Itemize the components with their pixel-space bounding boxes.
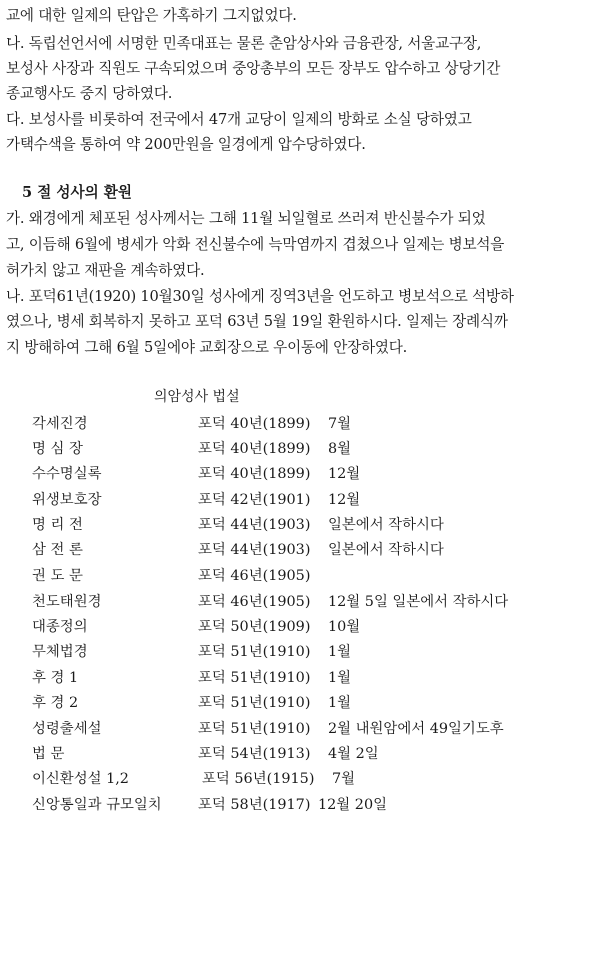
work-date: 포덕 58년(1917) (198, 797, 311, 813)
works-row (0, 666, 614, 688)
work-date: 포덕 44년(1903) (198, 542, 311, 558)
work-note: 1월 (328, 644, 352, 660)
work-note: 일본에서 작하시다 (328, 542, 444, 558)
works-row (0, 691, 614, 713)
work-date: 포덕 51년(1910) (198, 644, 311, 660)
work-note: 7월 (328, 416, 352, 432)
work-title: 명 심 장 (32, 441, 83, 457)
work-title: 성령출세설 (32, 721, 102, 737)
work-note: 12월 (328, 466, 361, 482)
works-row (0, 564, 614, 586)
work-title: 이신환성설 1,2 (32, 771, 129, 787)
paragraph-line: 교에 대한 일제의 탄압은 가혹하기 그지없었다. (6, 7, 297, 24)
work-title: 신앙통일과 규모일치 (32, 797, 162, 813)
paragraph-line: 다. 보성사를 비롯하여 전국에서 47개 교당이 일제의 방화로 소실 당하였고 (6, 111, 472, 128)
works-row (0, 793, 614, 815)
work-title: 수수명실록 (32, 466, 102, 482)
section-line: 고, 이듬해 6월에 병세가 악화 전신불수에 늑막염까지 겹쳤으나 일제는 병보석을 (6, 236, 505, 253)
works-row (0, 640, 614, 662)
works-row (0, 538, 614, 560)
works-row (0, 412, 614, 434)
work-date: 포덕 40년(1899) (198, 416, 311, 432)
works-caption: 의암성사 법설 (154, 389, 240, 405)
works-row (0, 717, 614, 739)
works-row (0, 513, 614, 535)
work-note: 12월 (328, 492, 361, 508)
works-row (0, 767, 614, 789)
work-note: 10월 (328, 619, 361, 635)
work-note: 일본에서 작하시다 (328, 517, 444, 533)
work-title: 각세진경 (32, 416, 88, 432)
section-line: 허가치 않고 재판을 계속하였다. (6, 262, 205, 279)
work-date: 포덕 44년(1903) (198, 517, 311, 533)
paragraph-line: 가택수색을 통하여 약 200만원을 일경에게 압수당하였다. (6, 136, 366, 153)
work-title: 대종정의 (32, 619, 88, 635)
work-date: 포덕 54년(1913) (198, 746, 311, 762)
work-date: 포덕 51년(1910) (198, 721, 311, 737)
section-line: 였으나, 병세 회복하지 못하고 포덕 63년 5월 19일 환원하시다. 일제는 장례식까 (6, 313, 508, 330)
work-note: 12월 5일 일본에서 작하시다 (328, 594, 509, 610)
work-date: 포덕 50년(1909) (198, 619, 311, 635)
work-date: 포덕 46년(1905) (198, 568, 311, 584)
works-row (0, 488, 614, 510)
works-row (0, 742, 614, 764)
work-title: 위생보호장 (32, 492, 102, 508)
section-line: 지 방해하여 그해 6월 5일에야 교회장으로 우이동에 안장하였다. (6, 339, 408, 356)
work-date: 포덕 42년(1901) (198, 492, 311, 508)
work-note: 1월 (328, 695, 352, 711)
work-note: 8월 (328, 441, 352, 457)
work-title: 삼 전 론 (32, 542, 83, 558)
work-note: 4월 2일 (328, 746, 379, 762)
works-row (0, 437, 614, 459)
work-title: 후 경 2 (32, 695, 79, 711)
work-date: 포덕 51년(1910) (198, 670, 311, 686)
work-note: 1월 (328, 670, 352, 686)
section-heading: 5 절 성사의 환원 (22, 184, 132, 201)
works-row (0, 615, 614, 637)
work-date: 포덕 40년(1899) (198, 441, 311, 457)
work-title: 후 경 1 (32, 670, 79, 686)
work-title: 천도태원경 (32, 594, 102, 610)
work-note: 7월 (332, 771, 356, 787)
work-note: 2월 내원암에서 49일기도후 (328, 721, 504, 737)
paragraph-line: 나. 독립선언서에 서명한 민족대표는 물론 춘암상사와 금융관장, 서울교구장, (6, 35, 482, 52)
work-date: 포덕 51년(1910) (198, 695, 311, 711)
works-row (0, 462, 614, 484)
works-row (0, 590, 614, 612)
paragraph-line: 보성사 사장과 직원도 구속되었으며 중앙총부의 모든 장부도 압수하고 상당기간 (6, 60, 501, 77)
section-line: 나. 포덕61년(1920) 10월30일 성사에게 징역3년을 언도하고 병보석으로 석방하 (6, 288, 514, 305)
work-title: 명 리 전 (32, 517, 83, 533)
paragraph-line: 종교행사도 중지 당하였다. (6, 85, 173, 102)
work-title: 무체법경 (32, 644, 88, 660)
work-date: 포덕 56년(1915) (202, 771, 315, 787)
work-date: 포덕 46년(1905) (198, 594, 311, 610)
work-date: 포덕 40년(1899) (198, 466, 311, 482)
work-title: 법 문 (32, 746, 65, 762)
work-title: 권 도 문 (32, 568, 83, 584)
section-line: 가. 왜경에게 체포된 성사께서는 그해 11월 뇌일혈로 쓰러져 반신불수가 되었 (6, 210, 486, 227)
work-note: 12월 20일 (318, 797, 388, 813)
